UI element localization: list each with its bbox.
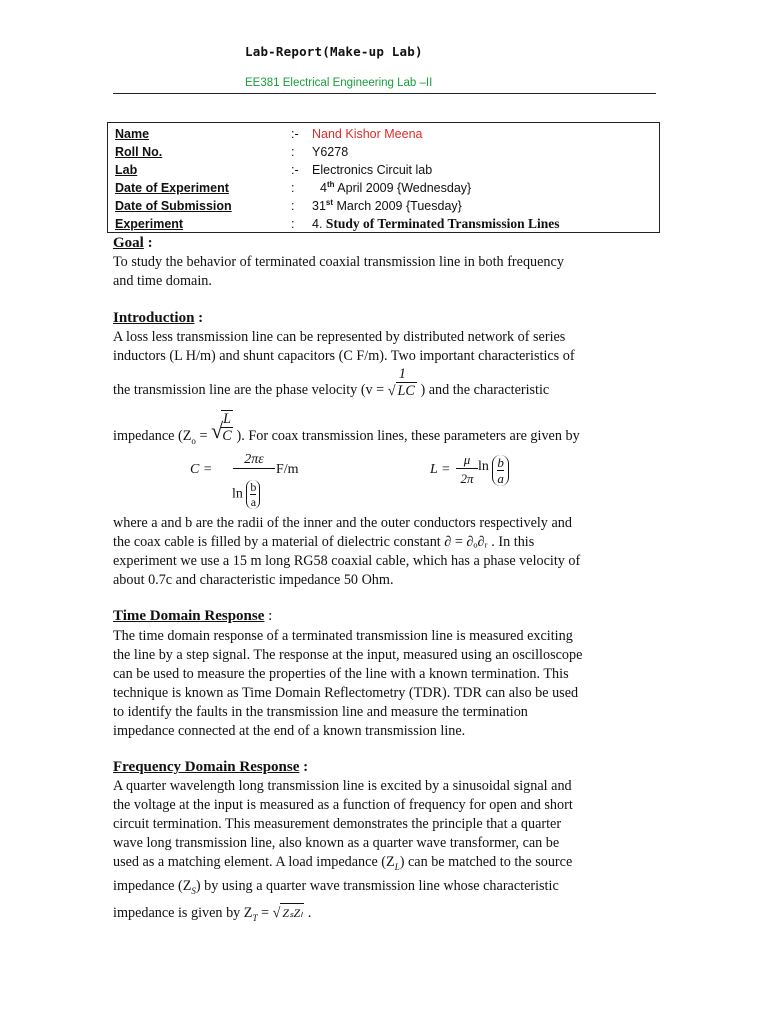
- info-label: Roll No.: [115, 145, 163, 159]
- student-info-table: [107, 122, 660, 233]
- inductance-denominator: 2π: [460, 471, 474, 486]
- goal-heading: Goal :: [113, 235, 153, 251]
- info-separator: :: [291, 181, 295, 195]
- info-value: Y6278: [312, 145, 349, 159]
- header-divider: [113, 93, 656, 94]
- introduction-heading: Introduction :: [113, 310, 204, 326]
- impedance-formula: $\frac{L}{C}$: [222, 411, 232, 444]
- introduction-text: A loss less transmission line can be represented by distributed network of series inductors (L H/m) and shunt capacitors (C F/m). Two important characteristics of: [113, 329, 575, 364]
- time-domain-text: The time domain response of a terminated transmission line is measured exciting the line by a step signal. The response at the input, measured using an oscilloscope can be used to measure the properties of the line with a known termination. This technique is known as Time Domain Reflectometry (TDR). TDR can also be used to identify the faults in the transmission line and measure the termination impedance connected at the end of a known transmission line.: [113, 628, 583, 739]
- info-label: Lab: [115, 163, 138, 177]
- capacitance-denominator: ln $\frac{b}{a}$: [232, 480, 260, 509]
- info-value: 4th April 2009 {Wednesday}: [320, 179, 472, 195]
- capacitance-lhs: C =: [190, 462, 213, 477]
- inductance-lhs: L =: [430, 462, 451, 477]
- info-separator: :-: [291, 163, 299, 177]
- info-separator: :-: [291, 127, 299, 141]
- frequency-domain-heading: Frequency Domain Response :: [113, 759, 309, 775]
- impedance-line: impedance ($Z_o$ = √ $\frac{L}{C}$ ). For coax transmission lines, these parameters are given by: [113, 411, 580, 447]
- info-value: Nand Kishor Meena: [312, 127, 423, 141]
- capacitance-unit: F/m: [276, 462, 299, 477]
- goal-text: To study the behavior of terminated coaxial transmission line in both frequency and time domain.: [113, 254, 564, 289]
- info-label: Date of Submission: [115, 199, 232, 213]
- report-title: Lab-Report(Make-up Lab): [245, 44, 423, 59]
- inductance-log: ln $\frac{b}{a}$: [478, 455, 509, 486]
- velocity-formula: 1 √ LC: [387, 366, 415, 399]
- info-separator: :: [291, 199, 295, 213]
- info-label: Experiment: [115, 217, 184, 231]
- info-value: 31st March 2009 {Tuesday}: [312, 197, 462, 213]
- course-title: EE381 Electrical Engineering Lab –II: [245, 77, 433, 89]
- info-value: Electronics Circuit lab: [312, 163, 433, 177]
- time-domain-heading: Time Domain Response :: [113, 608, 273, 624]
- introduction-text-continued: where a and b are the radii of the inner and the outer conductors respectively and the coax cable is filled by a material of dielectric constant ∂ = ∂ₒ∂ᵣ . In this experiment we use a 15 m long RG58 coaxial cable, which has a phase velocity of about 0.7c and characteristic impedance 50 Ohm.: [113, 515, 581, 588]
- inductance-numerator: μ: [456, 452, 478, 469]
- frequency-domain-text: A quarter wavelength long transmission line is excited by a sinusoidal signal and the voltage at the input is measured as a function of frequency for open and short circuit termination. This measurement demonstrates the principle that a quarter wave long transmission line, also known as a quarter wave transformer, can be used as a matching element. A load impedance $(Z_L)$ can be matched to the source impedance $(Z_S)$ by using a quarter wave transmission line whose characteristic impedance is given by $Z_T$ = √ ZₛZₗ .: [113, 778, 573, 923]
- info-label: Name: [115, 127, 150, 141]
- info-separator: :: [291, 145, 295, 159]
- phase-velocity-line: the transmission line are the phase velocity (v = 1 √ LC ) and the characteristic: [113, 366, 550, 399]
- info-label: Date of Experiment: [115, 181, 229, 195]
- capacitance-numerator: 2πε: [233, 452, 275, 469]
- info-separator: :: [291, 217, 295, 231]
- info-value: 4. Study of Terminated Transmission Lines: [312, 216, 560, 231]
